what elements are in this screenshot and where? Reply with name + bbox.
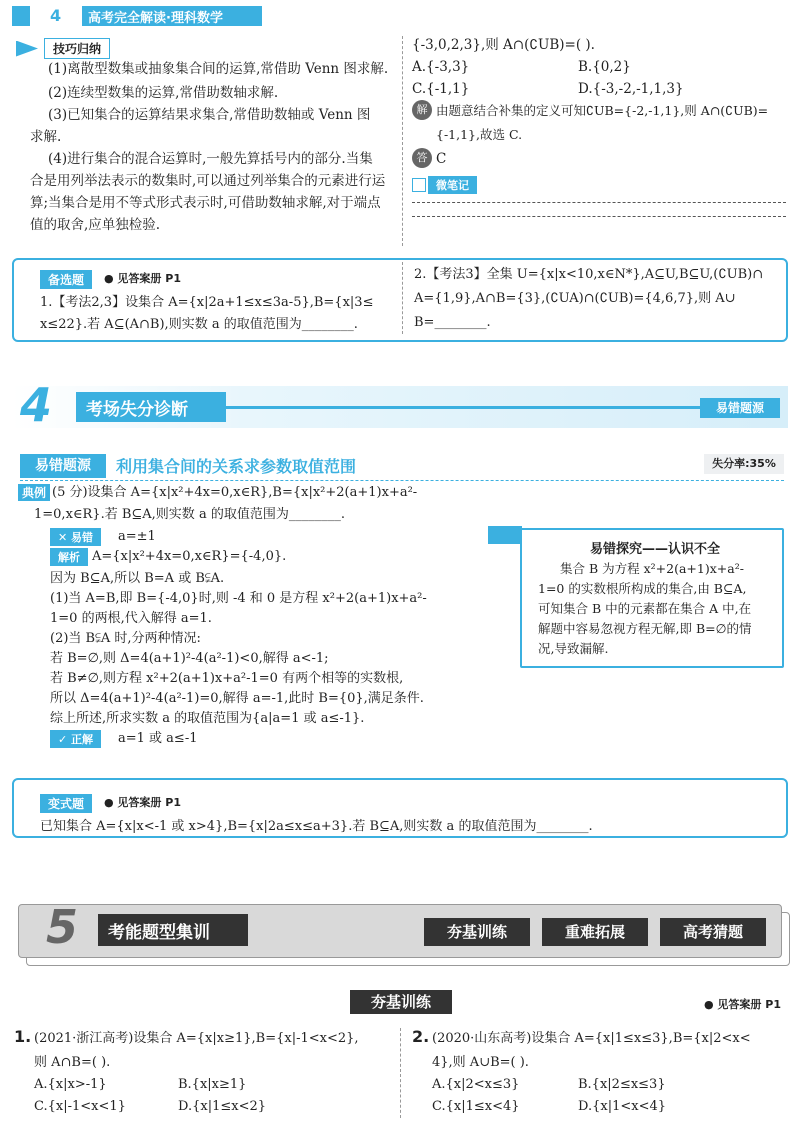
answer-icon: 答 (412, 148, 432, 168)
q2-line: 4},则 A∪B=( ). (432, 1055, 529, 1070)
explore-line: 集合 B 为方程 x²+2(a+1)x+a²- (560, 561, 744, 576)
error-source-title: 利用集合间的关系求参数取值范围 (116, 457, 357, 476)
variant-tag: 变式题 (40, 794, 92, 813)
skills-tag: 技巧归纳 (44, 38, 110, 59)
hangji-title: 夯基训练 (350, 990, 452, 1014)
skills-line: 合是用列举法表示的数集时,可以通过列举集合的元素进行运 (30, 173, 386, 189)
q2-number: 2. (412, 1027, 430, 1046)
column-divider (402, 36, 403, 246)
skills-line: (4)进行集合的混合运算时,一般先算括号内的部分.当集 (48, 151, 373, 167)
tab-hangji[interactable]: 夯基训练 (424, 918, 530, 946)
section5-number: 5 (46, 900, 79, 954)
analysis-line: (1)当 A=B,即 B={-4,0}时,则 -4 和 0 是方程 x²+2(a+1)x+a²- (50, 591, 427, 606)
analysis-line: 综上所述,所求实数 a 的取值范围为{a|a=1 或 a≤-1}. (50, 711, 365, 726)
explore-line: 解题中容易忽视方程无解,即 B=∅的情 (538, 621, 752, 636)
explore-line: 1=0 的实数根所构成的集合,由 B⊆A, (538, 581, 747, 596)
skills-header (16, 38, 396, 59)
explore-line: 况,导致漏解. (538, 641, 609, 656)
q2-line: (2020·山东高考)设集合 A={x|1≤x≤3},B={x|2<x< (432, 1031, 751, 1046)
section4-number: 4 (20, 378, 53, 432)
correct-answer: a=1 或 a≤-1 (118, 731, 198, 746)
skills-line: (3)已知集合的运算结果求集合,常借助数轴或 Venn 图 (48, 107, 371, 123)
explore-line: 可知集合 B 中的元素都在集合 A 中,在 (538, 601, 752, 616)
choice-a: A.{-3,3} (412, 59, 470, 75)
section5-title: 考能题型集训 (98, 914, 248, 946)
pencil-icon (412, 178, 426, 192)
section4-title: 考场失分诊断 (76, 392, 226, 422)
note-header (412, 176, 477, 194)
correct-tag: ✓ 正解 (50, 730, 101, 748)
error-source-tag: 易错题源 (20, 454, 106, 478)
note-line (412, 202, 786, 203)
q1-choice: A.{x|x>-1} (34, 1077, 107, 1092)
skills-line: 算;当集合是用不等式形式表示时,可借助数轴求解,对于端点 (30, 195, 381, 211)
note-tag: 微笔记 (428, 176, 477, 194)
skills-line: (2)连续型数集的运算,常借助数轴求解. (48, 85, 279, 101)
solve-line: 由题意结合补集的定义可知∁UB={-2,-1,1},则 A∩(∁UB)= (436, 103, 769, 118)
skills-line: 值的取舍,应单独检验. (30, 217, 161, 233)
question-tail: {-3,0,2,3},则 A∩(∁UB)=( ). (412, 37, 595, 53)
alternative-tag: 备选题 (40, 270, 92, 289)
solve-line: {-1,1},故选 C. (436, 127, 523, 142)
q1-number: 1. (14, 1027, 32, 1046)
section4-right-tag: 易错题源 (700, 398, 780, 418)
choice-d: D.{-3,-2,-1,1,3} (578, 81, 684, 97)
variant-text: 已知集合 A={x|x<-1 或 x>4},B={x|2a≤x≤a+3}.若 B⊆A,则实数 a 的取值范围为________. (40, 819, 593, 834)
alt-divider (402, 262, 403, 334)
wrong-tag: ✕ 易错 (50, 528, 101, 546)
note-line (412, 216, 786, 217)
analysis-tag: 解析 (50, 548, 88, 566)
wrong-answer: a=±1 (118, 529, 156, 544)
example-line: 1=0,x∈R}.若 B⊆A,则实数 a 的取值范围为________. (34, 507, 345, 522)
q1-choice: C.{x|-1<x<1} (34, 1099, 126, 1114)
analysis-line: 1=0 的两根,代入解得 a=1. (50, 611, 212, 626)
header-badge (12, 6, 30, 26)
alt-q1-line: x≤22}.若 A⊆(A∩B),则实数 a 的取值范围为________. (40, 317, 358, 332)
explore-title: 易错探究——认识不全 (590, 542, 721, 557)
q2-choice: C.{x|1≤x<4} (432, 1099, 520, 1114)
q1-line: 则 A∩B=( ). (34, 1055, 111, 1070)
analysis-line: 若 B≠∅,则方程 x²+2(a+1)x+a²-1=0 有两个相等的实数根, (50, 671, 404, 686)
q-divider (400, 1028, 401, 1118)
book-title: 高考完全解读·理科数学 (82, 6, 262, 26)
q2-choice: A.{x|2<x≤3} (432, 1077, 520, 1092)
analysis-line: (2)当 B⫋A 时,分两种情况: (50, 631, 201, 646)
analysis-line: 因为 B⊆A,所以 B=A 或 B⫋A. (50, 571, 225, 586)
answer-value: C (436, 151, 447, 167)
play-icon (16, 41, 38, 57)
example-line: (5 分)设集合 A={x|x²+4x=0,x∈R},B={x|x²+2(a+1)x+a²- (52, 485, 418, 500)
fail-rate: 失分率:35% (704, 454, 784, 474)
page-number: 4 (50, 6, 62, 25)
error-underline (20, 480, 784, 481)
example-tag: 典例 (18, 484, 50, 501)
q1-line: (2021·浙江高考)设集合 A={x|x≥1},B={x|-1<x<2}, (34, 1031, 359, 1046)
q2-choice: D.{x|1<x<4} (578, 1099, 667, 1114)
section4-rule (226, 406, 716, 409)
answer-ref: ● 见答案册 P1 (104, 796, 181, 809)
q2-choice: B.{x|2≤x≤3} (578, 1077, 666, 1092)
choice-b: B.{0,2} (578, 59, 631, 75)
tab-zhongnan[interactable]: 重难拓展 (542, 918, 648, 946)
solve-icon: 解 (412, 100, 432, 120)
choice-c: C.{-1,1} (412, 81, 470, 97)
explore-pointer (488, 526, 522, 544)
skills-section (16, 38, 396, 59)
q1-choice: D.{x|1≤x<2} (178, 1099, 267, 1114)
analysis-line: 若 B=∅,则 Δ=4(a+1)²-4(a²-1)<0,解得 a<-1; (50, 651, 329, 666)
alt-q2-line: A={1,9},A∩B={3},(∁UA)∩(∁UB)={4,6,7},则 A∪ (414, 291, 736, 306)
analysis-line: A={x|x²+4x=0,x∈R}={-4,0}. (92, 549, 287, 564)
analysis-line: 所以 Δ=4(a+1)²-4(a²-1)=0,解得 a=-1,此时 B={0},满足条件. (50, 691, 424, 706)
answer-ref: ● 见答案册 P1 (704, 998, 781, 1011)
skills-line: (1)离散型数集或抽象集合间的运算,常借助 Venn 图求解. (48, 61, 389, 77)
alt-q2-line: 2.【考法3】全集 U={x|x<10,x∈N*},A⊆U,B⊆U,(∁UB)∩ (414, 267, 764, 282)
alt-q1-line: 1.【考法2,3】设集合 A={x|2a+1≤x≤3a-5},B={x|3≤ (40, 295, 374, 310)
q1-choice: B.{x|x≥1} (178, 1077, 247, 1092)
answer-ref: ● 见答案册 P1 (104, 272, 181, 285)
tab-caiti[interactable]: 高考猜题 (660, 918, 766, 946)
page-header (12, 6, 352, 26)
skills-line: 求解. (30, 129, 62, 145)
alt-q2-line: B=________. (414, 315, 491, 330)
